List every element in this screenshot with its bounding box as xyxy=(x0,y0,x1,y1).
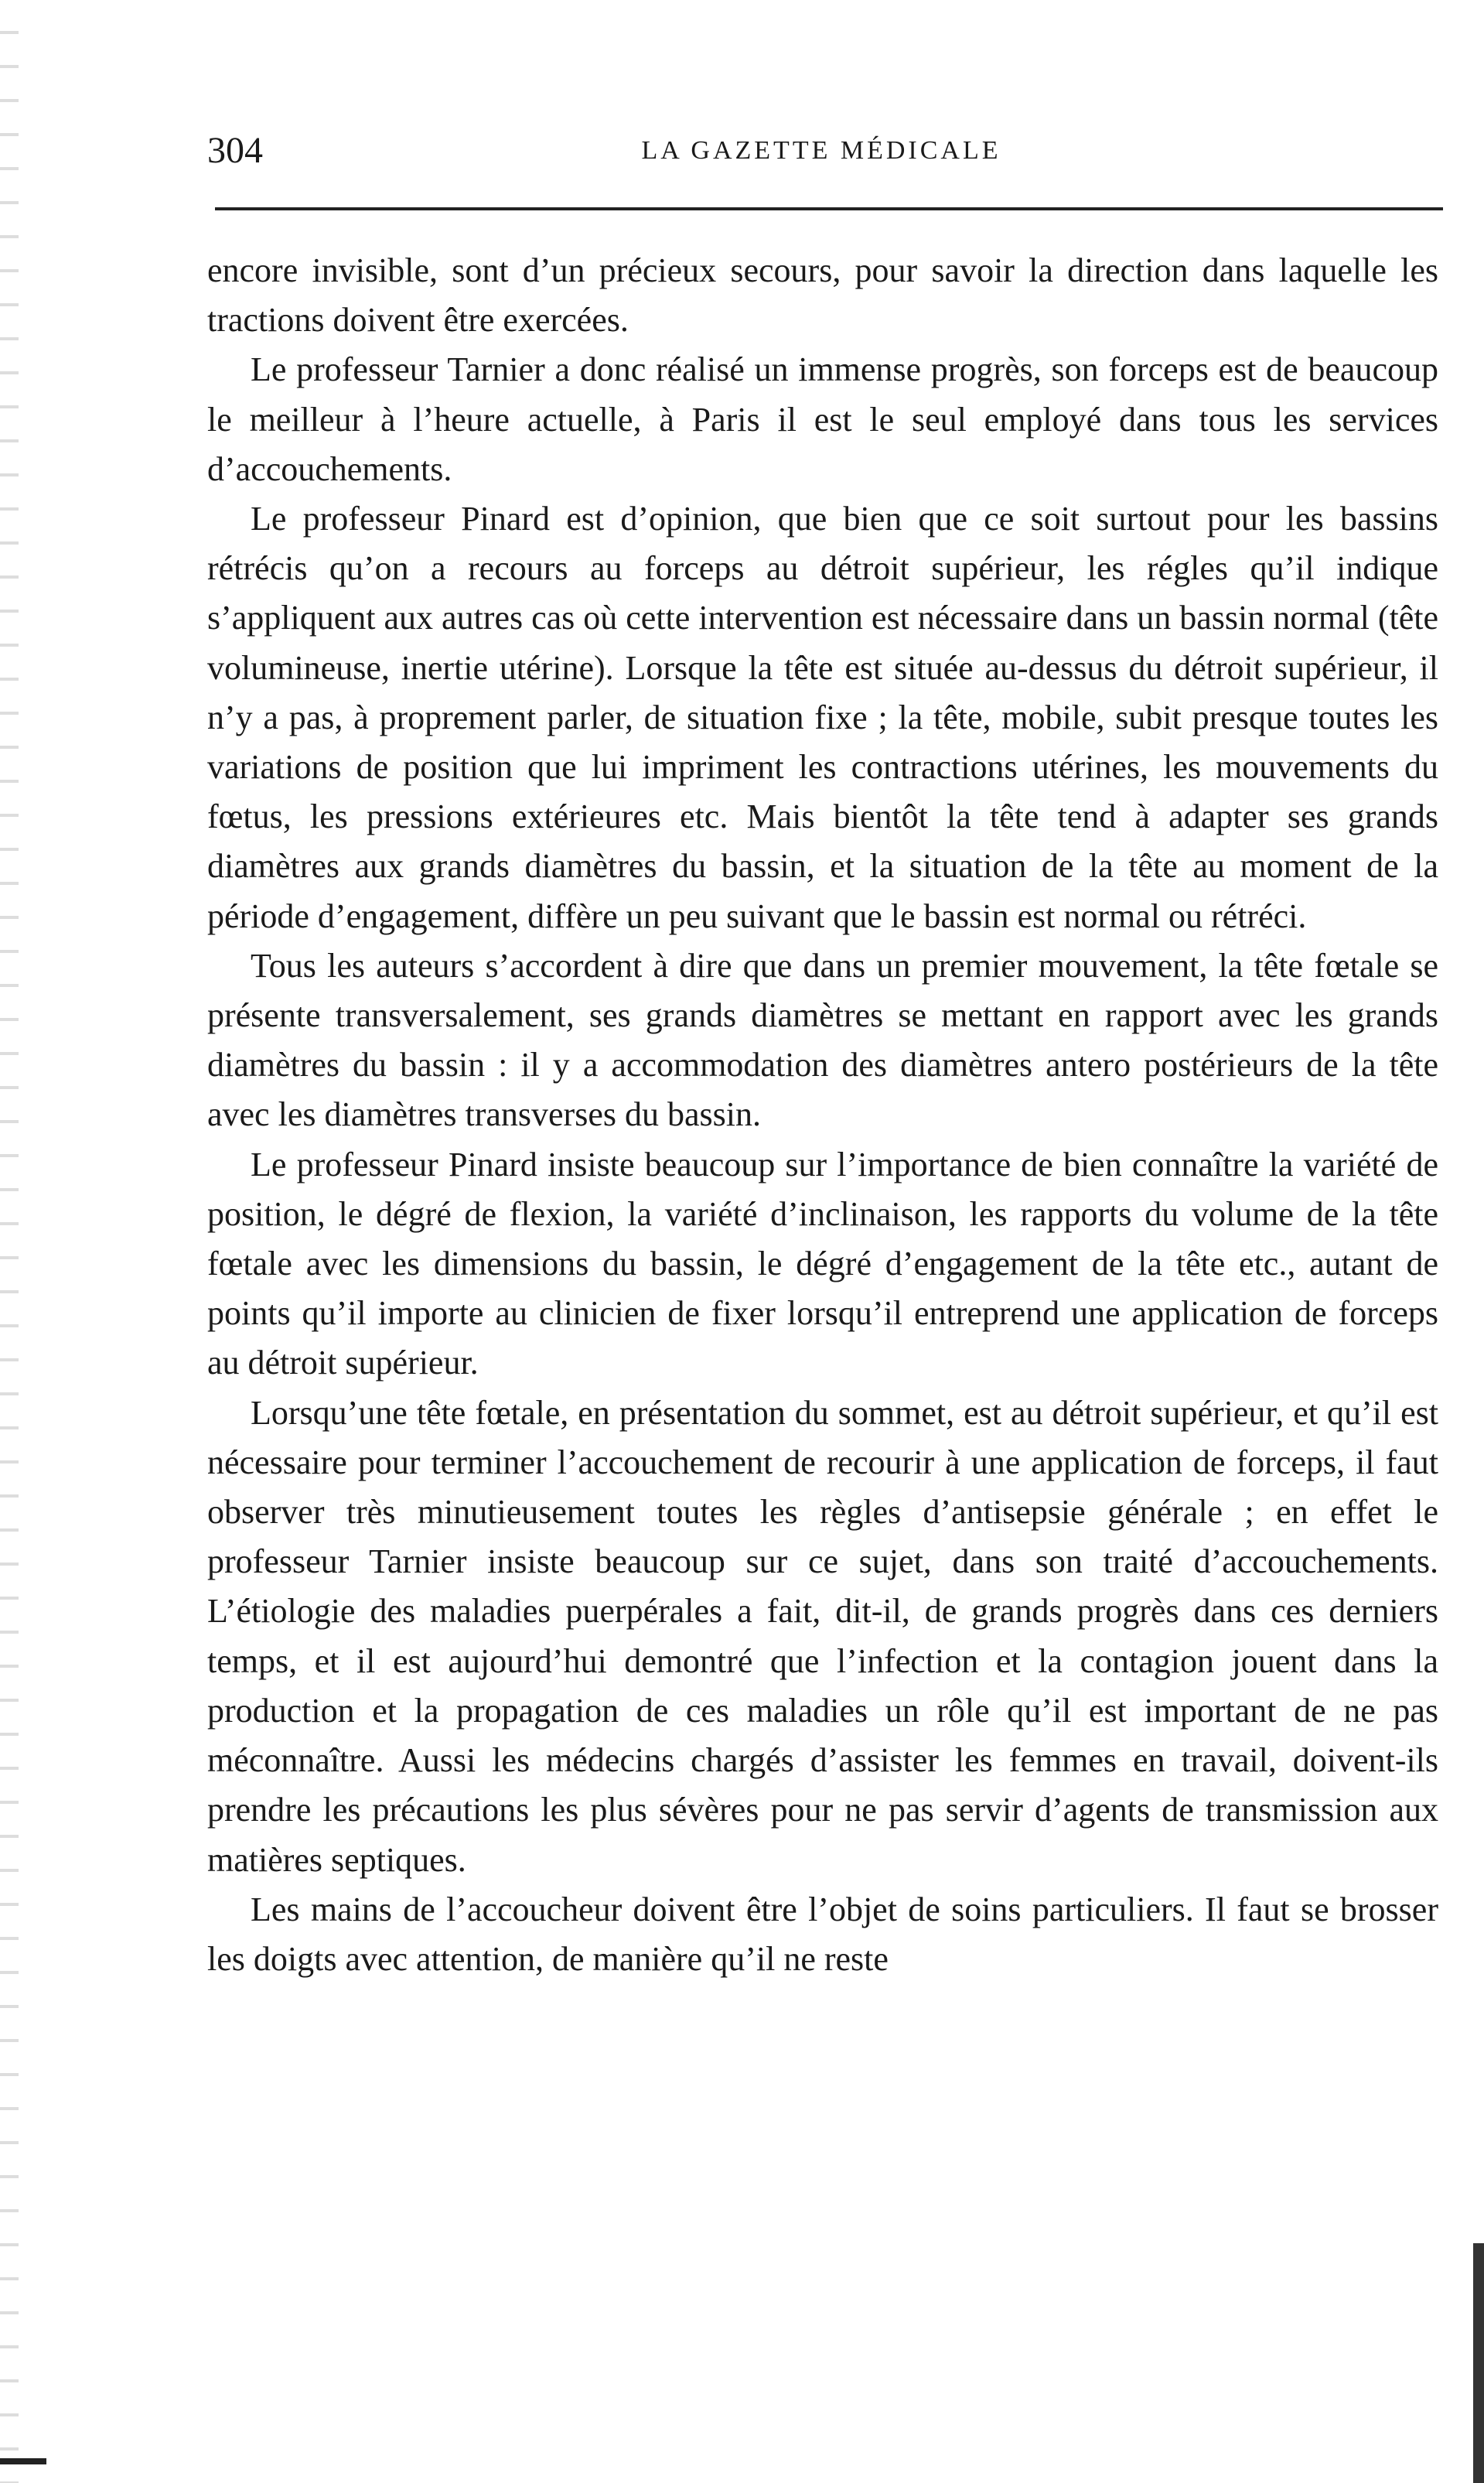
paragraph: Le professeur Pinard insiste beaucoup sur l’importance de bien connaître la variété de position, le dégré de flexion, la variété d’inclinaison, les rapports du volume de la tête fœtale avec les dimensions du bassin, le dégré d’engagement de la tête etc., autant de points qu’il importe au clinicien de fixer lorsqu’il entreprend une application de forceps au détroit supérieur. xyxy=(207,1145,1438,1382)
paragraph: Le professeur Pinard est d’opinion, que bien que ce soit surtout pour les bassins rétrécis qu’on a recours au forceps au détroit supérieur, les régles qu’il indique s’appliquent aux autres cas où cette intervention est nécessaire dans un bassin normal (tête volumineuse, inertie utérine). Lorsque la tête est située au-dessus du détroit supérieur, il n’y a pas, à proprement parler, de situation fixe ; la tête, mobile, subit presque toutes les variations de position que lui impriment les contractions utérines, les mouvements du fœtus, les pressions extérieures etc. Mais bientôt la tête tend à adapter ses grands diamètres aux grands diamètres du bassin, et la situation de la tête au moment de la période d’engagement, diffère un peu suivant que le bassin est normal ou rétréci. xyxy=(207,500,1439,935)
right-margin-artifact xyxy=(1473,2243,1484,2483)
paragraph: Les mains de l’accoucheur doivent être l’objet de soins particuliers. Il faut se brosser les doigts avec attention, de manière qu’il ne reste xyxy=(207,1890,1438,1978)
page-number: 304 xyxy=(207,130,263,171)
bottom-left-mark xyxy=(0,2458,46,2464)
left-margin-artifact xyxy=(0,0,19,2483)
paragraph: Tous les auteurs s’accordent à dire que dans un premier mouvement, la tête fœtale se présente transversalement, ses grands diamètres se mettant en rapport avec les grands diamètres du bassin : il y a accommodation des diamètres antero postérieurs de la tête avec les diamètres transverses du bassin. xyxy=(207,946,1438,1134)
page-header xyxy=(207,124,1435,178)
header-rule xyxy=(215,207,1443,210)
paragraph: Le professeur Tarnier a donc réalisé un immense progrès, son forceps est de beaucoup le meilleur à l’heure actuelle, à Paris il est le seul employé dans tous les services d’accouchements. xyxy=(207,350,1438,488)
body-text xyxy=(207,246,1438,1984)
running-title: LA GAZETTE MÉDICALE xyxy=(641,136,1001,165)
paragraph: Lorsqu’une tête fœtale, en présentation du sommet, est au détroit supérieur, et qu’il est nécessaire pour terminer l’accouchement de recourir à une application de forceps, il faut observer très minutieusement toutes les règles d’antisepsie générale ; en effet le professeur Tarnier insiste beaucoup sur ce sujet, dans son traité d’accouchements. L’étiologie des maladies puerpérales a fait, dit-il, de grands progrès dans ces derniers temps, et il est aujourd’hui demontré que l’infection et la contagion jouent dans la production et la propagation de ces maladies un rôle qu’il est important de ne pas méconnaître. Aussi les médecins chargés d’assister les femmes en travail, doivent-ils prendre les précautions les plus sévères pour ne pas servir d’agents de transmission aux matières septiques. xyxy=(207,1393,1438,1879)
paragraph: encore invisible, sont d’un précieux secours, pour savoir la direction dans laquelle les tractions doivent être exercées. xyxy=(207,251,1438,340)
